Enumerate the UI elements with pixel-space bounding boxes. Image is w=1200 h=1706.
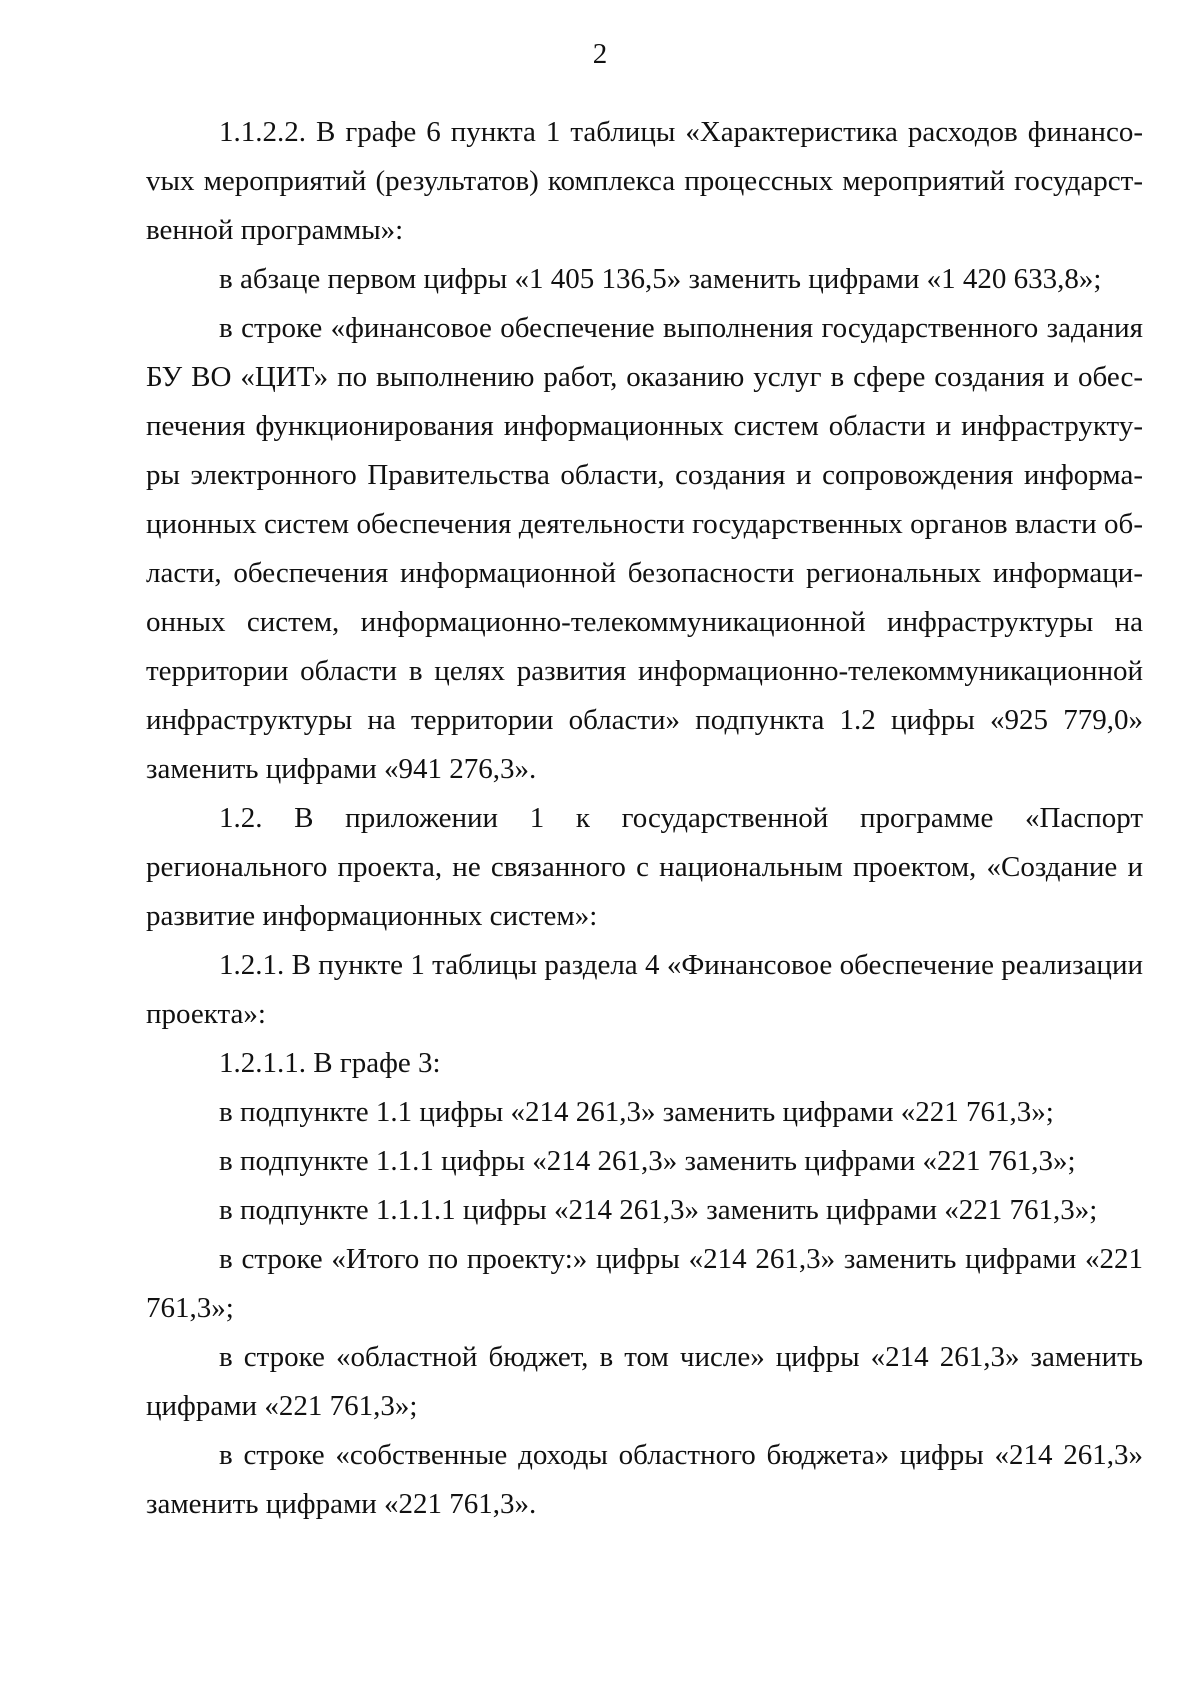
paragraph-total-line: в строке «Итого по проекту:» цифры «214 261,3» заменить цифрами «221 761,3»; xyxy=(146,1243,1143,1324)
paragraph-first-abzac: в абзаце первом цифры «1 405 136,5» заменить цифрами «1 420 633,8»; xyxy=(219,263,1102,295)
paragraph-1-2: 1.2. В приложении 1 к государственной программе «Паспорт регионального проекта, не связанного с национальным проектом, «Создание и развитие информационных систем»: xyxy=(146,802,1143,932)
paragraph-subitem-1-1: в подпункте 1.1 цифры «214 261,3» заменить цифрами «221 761,3»; xyxy=(219,1096,1054,1128)
paragraph-own-revenue-line: в строке «собственные доходы областного бюджета» цифры «214 261,3» заменить цифрами «221 761,3». xyxy=(146,1439,1143,1520)
paragraph-1-2-1-1: 1.2.1.1. В графе 3: xyxy=(219,1047,441,1079)
paragraph-subitem-1-1-1-1: в подпункте 1.1.1.1 цифры «214 261,3» заменить цифрами «221 761,3»; xyxy=(219,1194,1098,1226)
paragraph-1-2-1: 1.2.1. В пункте 1 таблицы раздела 4 «Финансовое обеспечение реализации проекта»: xyxy=(146,949,1143,1030)
paragraph-state-task-line: в строке «финансовое обеспечение выполнения государственного задания БУ ВО «ЦИТ» по выполнению работ, оказанию услуг в сфере создания и обеспечения функционирования информационных систем области и инфраструктуры электронного Правительства области, создания и сопровождения информационных систем обеспечения деятельности государственных органов власти области, обеспечения информационной безопасности региональных информационных систем, информационно-телекоммуникационной инфраструктуры на территории области в целях развития информационно-телекоммуникационной инфраструктуры на территории области» подпункта 1.2 цифры «925 779,0» заменить цифрами «941 276,3». xyxy=(146,312,1143,785)
paragraph-1-1-2-2: 1.1.2.2. В графе 6 пункта 1 таблицы «Характеристика расходов финансоvых мероприятий (результатов) комплекса процессных мероприятий государственной программы»: xyxy=(146,116,1143,246)
page-number: 2 xyxy=(592,38,608,70)
document-body xyxy=(146,108,1143,1529)
paragraph-regional-budget-line: в строке «областной бюджет, в том числе» цифры «214 261,3» заменить цифрами «221 761,3»; xyxy=(146,1341,1143,1422)
paragraph-subitem-1-1-1: в подпункте 1.1.1 цифры «214 261,3» заменить цифрами «221 761,3»; xyxy=(219,1145,1076,1177)
